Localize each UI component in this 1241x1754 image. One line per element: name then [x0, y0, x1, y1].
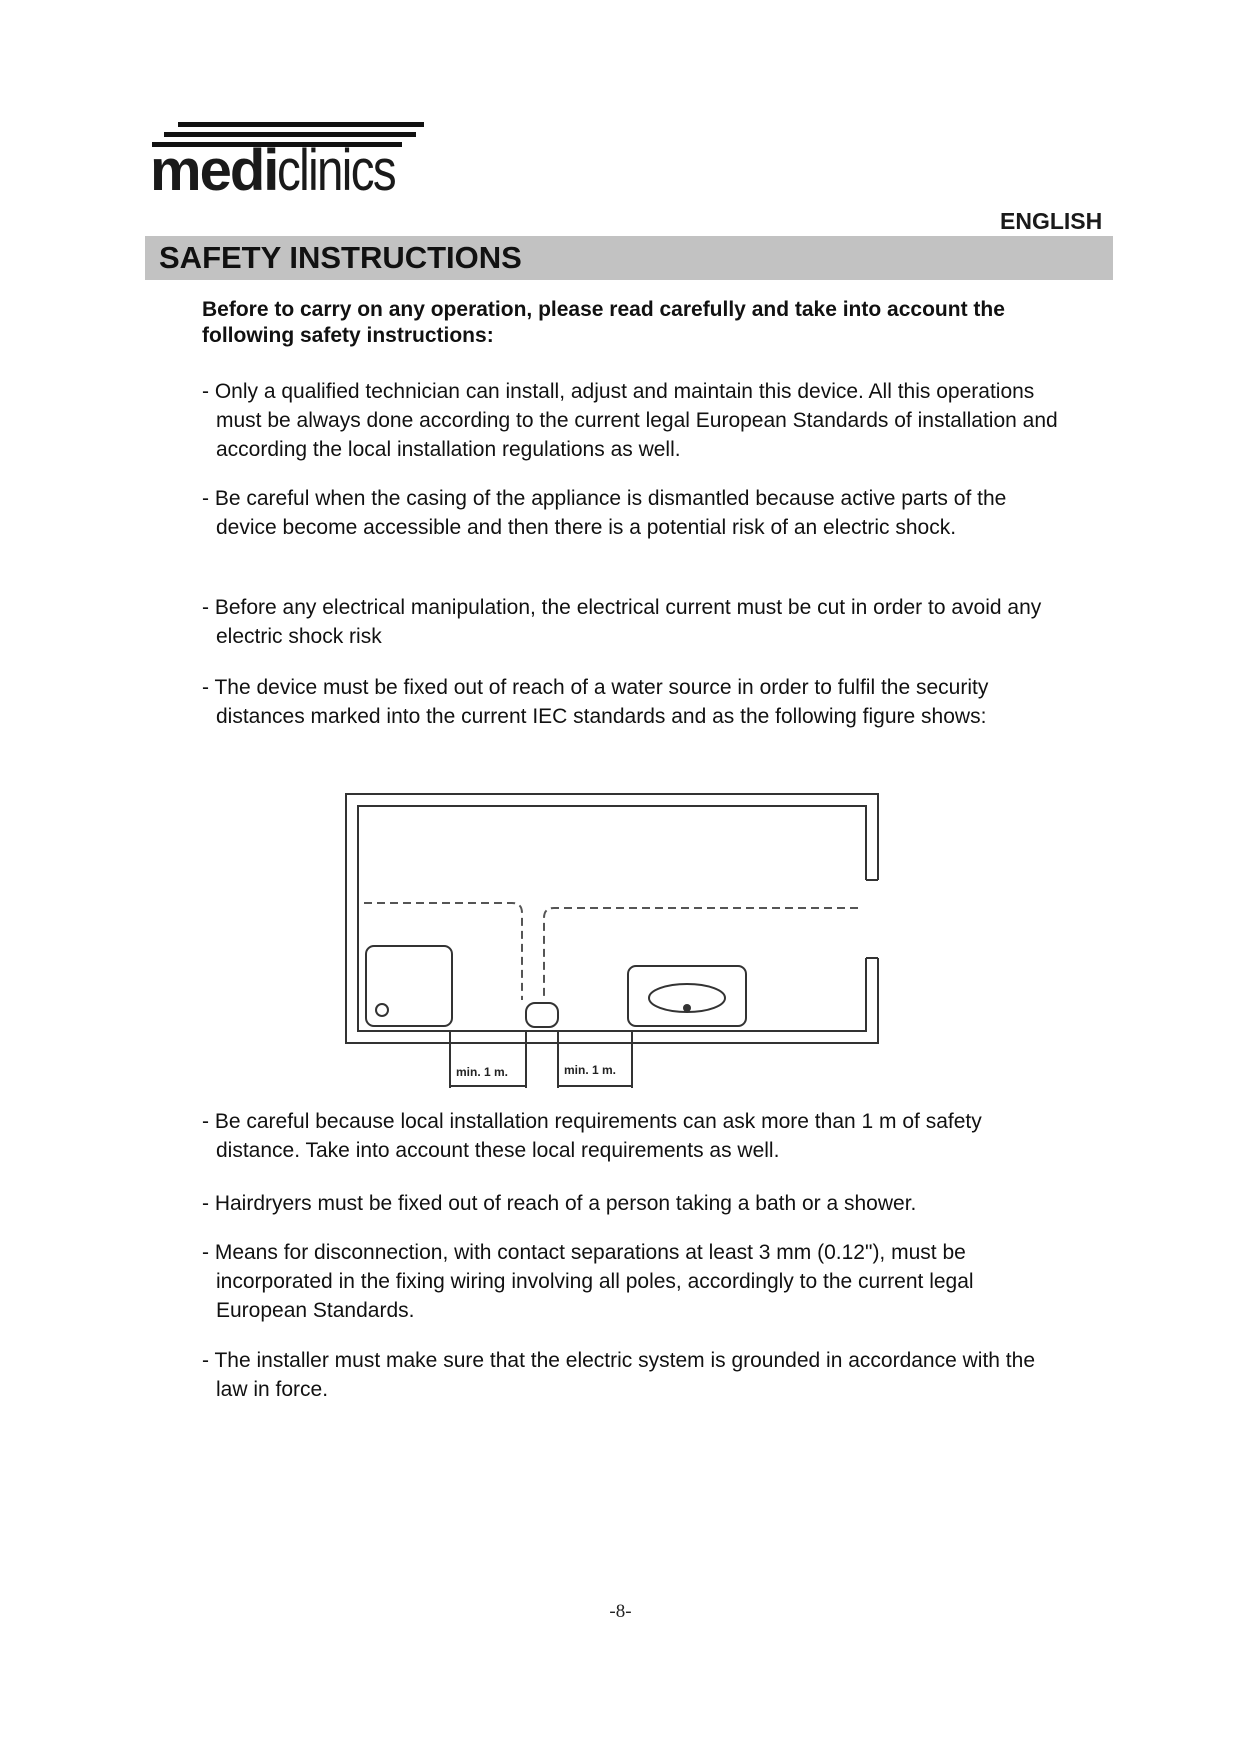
instruction-item: - Be careful when the casing of the appliance is dismantled because active parts of the device become accessible and then there is a potential risk of an electric shock. [202, 487, 1007, 539]
instruction-item: - Means for disconnection, with contact separations at least 3 mm (0.12"), must be incorporated in the fixing wiring involving all poles, accordingly to the current legal European Standards. [202, 1241, 974, 1322]
intro-text: Before to carry on any operation, please read carefully and take into account the following safety instructions: [202, 298, 1005, 347]
washbasin [628, 966, 746, 1026]
bathtub-drain-icon [376, 1004, 388, 1016]
medi-clinics-logo [150, 118, 430, 208]
instruction-item: - Hairdryers must be fixed out of reach of a person taking a bath or a shower. [202, 1192, 917, 1215]
distance-label-right: min. 1 m. [564, 1063, 617, 1077]
instruction-item: - Only a qualified technician can install, adjust and maintain this device. All this operations must be always done according to the current legal European Standards of installation and according the local installation regulations as well. [202, 380, 1058, 461]
logo-stripe [178, 122, 424, 127]
distance-label-left: min. 1 m. [456, 1065, 509, 1079]
language-label: ENGLISH [1000, 208, 1103, 234]
tap-icon [683, 1004, 691, 1012]
section-header [145, 236, 1113, 280]
instruction-item: - Before any electrical manipulation, the electrical current must be cut in order to avoid any electric shock risk [202, 596, 1042, 648]
safety-zone-right [544, 908, 858, 1000]
room-outer-wall [346, 794, 878, 1043]
section-title: SAFETY INSTRUCTIONS [159, 240, 522, 275]
logo-wordmark: mediclinics [150, 138, 396, 203]
safety-zone-left [364, 903, 522, 1000]
bidet [526, 1003, 558, 1027]
room-inner-wall [358, 806, 866, 1031]
instruction-item: - The device must be fixed out of reach of a water source in order to fulfil the security distances marked into the current IEC standards and as the following figure shows: [202, 676, 989, 728]
instruction-item: - The installer must make sure that the electric system is grounded in accordance with the law in force. [202, 1349, 1035, 1401]
page-number: -8- [609, 1601, 632, 1622]
safety-distance-figure [340, 788, 890, 1093]
logo-stripe [164, 132, 416, 137]
instruction-item: - Be careful because local installation requirements can ask more than 1 m of safety distance. Take into account these local requirements as well. [202, 1110, 982, 1162]
